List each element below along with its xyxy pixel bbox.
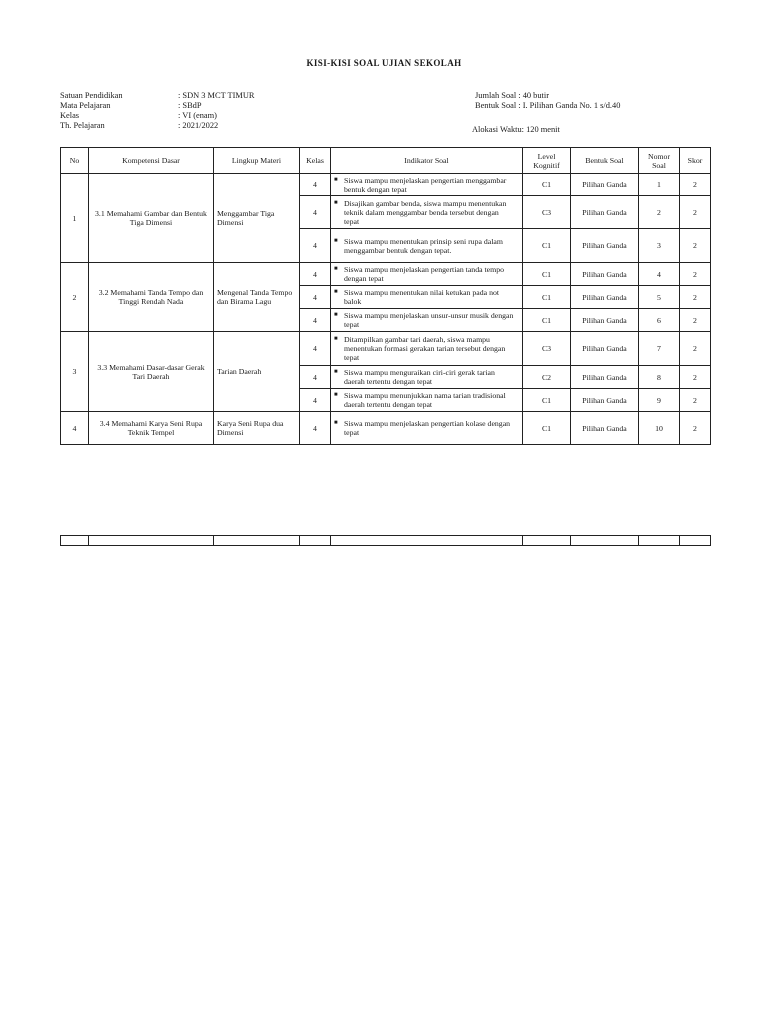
indikator-text: Siswa mampu menjelaskan unsur-unsur musik dengan tepat <box>344 311 514 329</box>
cell-kompetensi-dasar: 3.1 Memahami Gambar dan Bentuk Tiga Dimensi <box>89 174 214 263</box>
meta-label: Satuan Pendidikan <box>60 91 123 100</box>
indikator-text: Siswa mampu menentukan nilai ketukan pada not balok <box>344 288 500 306</box>
cell-indikator <box>331 389 523 412</box>
cell-level: C1 <box>523 174 571 196</box>
cell-nomor: 9 <box>639 389 680 412</box>
meta-row-satuan <box>60 91 254 101</box>
cell-level: C1 <box>523 389 571 412</box>
cell-skor: 2 <box>680 263 711 286</box>
meta-value: : VI (enam) <box>178 111 217 120</box>
cell-nomor: 10 <box>639 412 680 445</box>
table-row <box>61 263 711 286</box>
cell-level: C1 <box>523 412 571 445</box>
empty-cell <box>61 536 89 546</box>
cell-kelas: 4 <box>300 366 331 389</box>
cell-bentuk: Pilihan Ganda <box>571 332 639 366</box>
meta-value: : SBdP <box>178 101 202 110</box>
cell-kelas: 4 <box>300 196 331 229</box>
meta-bentuk-soal: Bentuk Soal : I. Pilihan Ganda No. 1 s/d.40 <box>475 101 621 110</box>
cell-kelas: 4 <box>300 309 331 332</box>
cell-kelas: 4 <box>300 286 331 309</box>
cell-bentuk: Pilihan Ganda <box>571 286 639 309</box>
cell-lingkup-materi: Mengenal Tanda Tempo dan Birama Lagu <box>214 263 300 332</box>
empty-cell <box>680 536 711 546</box>
bullet-icon: ■ <box>334 237 338 244</box>
bullet-icon: ■ <box>334 312 338 318</box>
cell-lingkup-materi: Karya Seni Rupa dua Dimensi <box>214 412 300 445</box>
cell-no: 1 <box>61 174 89 263</box>
cell-bentuk: Pilihan Ganda <box>571 366 639 389</box>
empty-row <box>61 536 711 546</box>
cell-lingkup-materi: Menggambar Tiga Dimensi <box>214 174 300 263</box>
empty-cell <box>571 536 639 546</box>
cell-bentuk: Pilihan Ganda <box>571 389 639 412</box>
cell-no: 2 <box>61 263 89 332</box>
cell-nomor: 5 <box>639 286 680 309</box>
meta-jumlah-soal: Jumlah Soal : 40 butir <box>475 91 549 100</box>
indikator-text: Siswa mampu menjelaskan pengertian kolase dengan tepat <box>344 419 511 437</box>
cell-indikator <box>331 196 523 229</box>
empty-cell <box>89 536 214 546</box>
cell-bentuk: Pilihan Ganda <box>571 229 639 263</box>
cell-bentuk: Pilihan Ganda <box>571 263 639 286</box>
cell-indikator <box>331 263 523 286</box>
header-nomor-soal: Nomor Soal <box>639 148 680 174</box>
cell-indikator <box>331 286 523 309</box>
cell-indikator <box>331 412 523 445</box>
meta-alokasi-waktu: Alokasi Waktu: 120 menit <box>472 125 560 134</box>
bullet-icon: ■ <box>334 266 338 272</box>
meta-row-mapel <box>60 101 254 111</box>
cell-indikator <box>331 332 523 366</box>
cell-nomor: 2 <box>639 196 680 229</box>
cell-nomor: 6 <box>639 309 680 332</box>
document-title: KISI-KISI SOAL UJIAN SEKOLAH <box>306 58 462 68</box>
meta-row-kelas <box>60 111 254 121</box>
cell-skor: 2 <box>680 412 711 445</box>
cell-no: 3 <box>61 332 89 412</box>
meta-label: Th. Pelajaran <box>60 121 105 130</box>
cell-kelas: 4 <box>300 412 331 445</box>
cell-indikator <box>331 366 523 389</box>
indikator-text: Ditampilkan gambar tari daerah, siswa mampu menentukan formasi gerakan tarian tersebut dengan tepat <box>344 335 506 362</box>
table-header-row <box>61 148 711 174</box>
cell-level: C1 <box>523 286 571 309</box>
cell-skor: 2 <box>680 286 711 309</box>
empty-cell <box>214 536 300 546</box>
empty-table-row-strip <box>60 535 711 546</box>
cell-level: C1 <box>523 229 571 263</box>
cell-nomor: 1 <box>639 174 680 196</box>
cell-kelas: 4 <box>300 332 331 366</box>
cell-nomor: 8 <box>639 366 680 389</box>
bullet-icon: ■ <box>334 392 338 398</box>
cell-level: C3 <box>523 196 571 229</box>
bullet-icon: ■ <box>334 176 338 183</box>
indikator-text: Disajikan gambar benda, siswa mampu menentukan teknik dalam menggambar benda tersebut dengan tepat <box>344 198 507 226</box>
cell-nomor: 3 <box>639 229 680 263</box>
cell-skor: 2 <box>680 196 711 229</box>
cell-indikator <box>331 174 523 196</box>
cell-kompetensi-dasar: 3.3 Memahami Dasar-dasar Gerak Tari Daerah <box>89 332 214 412</box>
cell-level: C3 <box>523 332 571 366</box>
table-row <box>61 412 711 445</box>
cell-kompetensi-dasar: 3.4 Memahami Karya Seni Rupa Teknik Tempel <box>89 412 214 445</box>
indikator-text: Siswa mampu menjelaskan pengertian menggambar bentuk dengan tepat <box>344 175 507 194</box>
cell-kelas: 4 <box>300 229 331 263</box>
cell-nomor: 7 <box>639 332 680 366</box>
cell-level: C1 <box>523 309 571 332</box>
header-kompetensi-dasar: Kompetensi Dasar <box>89 148 214 174</box>
cell-skor: 2 <box>680 309 711 332</box>
cell-indikator <box>331 229 523 263</box>
indikator-text: Siswa mampu menunjukkan nama tarian tradisional daerah tertentu dengan tepat <box>344 391 506 409</box>
table-row <box>61 174 711 196</box>
cell-no: 4 <box>61 412 89 445</box>
cell-skor: 2 <box>680 389 711 412</box>
cell-bentuk: Pilihan Ganda <box>571 309 639 332</box>
cell-kelas: 4 <box>300 174 331 196</box>
meta-label: Mata Pelajaran <box>60 101 111 110</box>
empty-cell <box>523 536 571 546</box>
bullet-icon: ■ <box>334 420 338 426</box>
empty-cell <box>331 536 523 546</box>
document-meta-left <box>60 91 254 131</box>
cell-lingkup-materi: Tarian Daerah <box>214 332 300 412</box>
header-skor: Skor <box>680 148 711 174</box>
empty-cell <box>300 536 331 546</box>
cell-indikator <box>331 309 523 332</box>
meta-row-tahun <box>60 121 254 131</box>
bullet-icon: ■ <box>334 336 338 342</box>
meta-label: Kelas <box>60 111 80 120</box>
cell-level: C2 <box>523 366 571 389</box>
indikator-text: Siswa mampu menentukan prinsip seni rupa dalam menggambar bentuk dengan tepat. <box>344 236 503 255</box>
cell-skor: 2 <box>680 229 711 263</box>
cell-kelas: 4 <box>300 389 331 412</box>
cell-kompetensi-dasar: 3.2 Memahami Tanda Tempo dan Tinggi Rendah Nada <box>89 263 214 332</box>
cell-nomor: 4 <box>639 263 680 286</box>
kisi-kisi-table <box>60 147 711 445</box>
cell-skor: 2 <box>680 366 711 389</box>
header-bentuk-soal: Bentuk Soal <box>571 148 639 174</box>
cell-skor: 2 <box>680 332 711 366</box>
bullet-icon: ■ <box>334 289 338 295</box>
meta-value: : SDN 3 MCT TIMUR <box>178 91 255 100</box>
cell-skor: 2 <box>680 174 711 196</box>
meta-value: : 2021/2022 <box>178 121 219 130</box>
cell-bentuk: Pilihan Ganda <box>571 174 639 196</box>
indikator-text: Siswa mampu menguraikan ciri-ciri gerak tarian daerah tertentu dengan tepat <box>344 368 495 386</box>
header-lingkup-materi: Lingkup Materi <box>214 148 300 174</box>
bullet-icon: ■ <box>334 369 338 375</box>
cell-kelas: 4 <box>300 263 331 286</box>
header-level-kognitif: Level Kognitif <box>523 148 571 174</box>
cell-bentuk: Pilihan Ganda <box>571 412 639 445</box>
header-kelas: Kelas <box>300 148 331 174</box>
header-indikator-soal: Indikator Soal <box>331 148 523 174</box>
cell-bentuk: Pilihan Ganda <box>571 196 639 229</box>
table-row <box>61 332 711 366</box>
empty-cell <box>639 536 680 546</box>
cell-level: C1 <box>523 263 571 286</box>
bullet-icon: ■ <box>334 199 338 206</box>
header-no: No <box>61 148 89 174</box>
indikator-text: Siswa mampu menjelaskan pengertian tanda tempo dengan tepat <box>344 265 505 283</box>
